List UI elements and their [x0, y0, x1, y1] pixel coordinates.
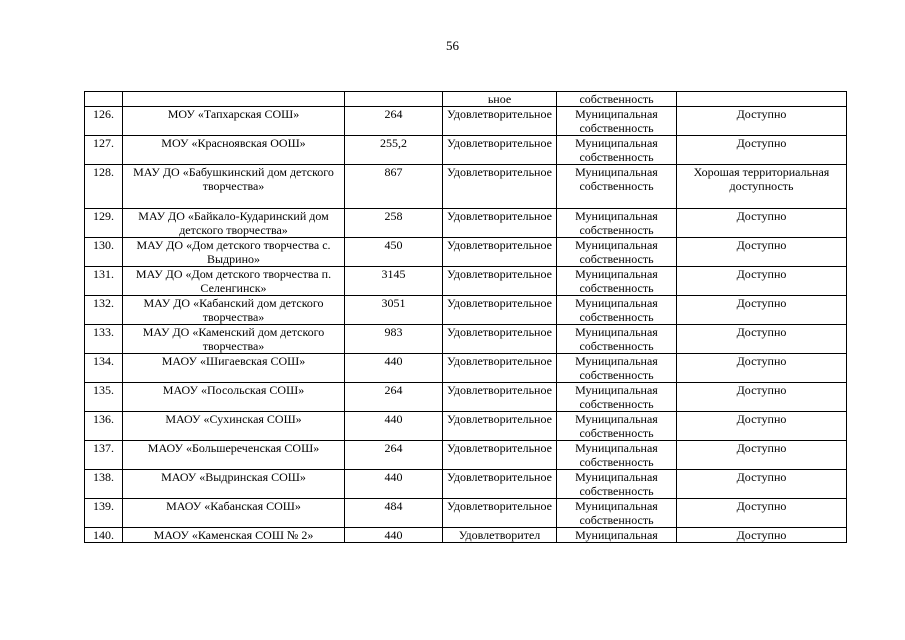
cell-access: Доступно [677, 441, 847, 470]
cell-num: 139. [85, 499, 123, 528]
cell-ownership: Муниципальная [557, 528, 677, 543]
cell-access: Доступно [677, 354, 847, 383]
cell-value: 440 [345, 354, 443, 383]
cell-rating: Удовлетворительное [443, 325, 557, 354]
cell-num: 136. [85, 412, 123, 441]
cell-access: Доступно [677, 383, 847, 412]
cell-name: МАУ ДО «Байкало-Кударинский дом детского творчества» [123, 209, 345, 238]
cell-access: Доступно [677, 412, 847, 441]
cell-ownership: Муниципальная собственность [557, 354, 677, 383]
cell-access: Доступно [677, 209, 847, 238]
cell-ownership: Муниципальная собственность [557, 383, 677, 412]
table-row [85, 441, 847, 470]
cell-rating: Удовлетворительное [443, 107, 557, 136]
table-row [85, 354, 847, 383]
table-row [85, 383, 847, 412]
table-row [85, 165, 847, 209]
cell-name: МАОУ «Большереченская СОШ» [123, 441, 345, 470]
cell-value: 3051 [345, 296, 443, 325]
cell-name: МАУ ДО «Бабушкинский дом детского творчества» [123, 165, 345, 209]
table-row [85, 209, 847, 238]
cell-rating: Удовлетворительное [443, 136, 557, 165]
cell-rating: Удовлетворительное [443, 354, 557, 383]
cell-name: МАУ ДО «Каменский дом детского творчества» [123, 325, 345, 354]
cell-value: 440 [345, 470, 443, 499]
cell-name: МАУ ДО «Кабанский дом детского творчества» [123, 296, 345, 325]
cell-value: 450 [345, 238, 443, 267]
page-number: 56 [446, 38, 459, 53]
cell-value: 264 [345, 441, 443, 470]
cell-num: 126. [85, 107, 123, 136]
cell-num [85, 92, 123, 107]
cell-ownership: Муниципальная собственность [557, 441, 677, 470]
cell-rating: Удовлетворительное [443, 209, 557, 238]
table-row [85, 470, 847, 499]
cell-ownership: Муниципальная собственность [557, 238, 677, 267]
cell-ownership: Муниципальная собственность [557, 209, 677, 238]
cell-rating: Удовлетворительное [443, 412, 557, 441]
cell-value: 440 [345, 412, 443, 441]
cell-ownership: Муниципальная собственность [557, 107, 677, 136]
cell-access: Доступно [677, 136, 847, 165]
cell-ownership: Муниципальная собственность [557, 267, 677, 296]
cell-ownership: собственность [557, 92, 677, 107]
table-row [85, 499, 847, 528]
cell-value: 3145 [345, 267, 443, 296]
cell-rating: Удовлетворительное [443, 441, 557, 470]
cell-access [677, 92, 847, 107]
cell-value: 264 [345, 107, 443, 136]
cell-value: 484 [345, 499, 443, 528]
cell-num: 138. [85, 470, 123, 499]
cell-access: Хорошая территориальная доступность [677, 165, 847, 209]
cell-name: МАОУ «Сухинская СОШ» [123, 412, 345, 441]
cell-value: 867 [345, 165, 443, 209]
cell-name: МОУ «Тапхарская СОШ» [123, 107, 345, 136]
table-row [85, 412, 847, 441]
cell-ownership: Муниципальная собственность [557, 296, 677, 325]
cell-num: 133. [85, 325, 123, 354]
cell-name: МАУ ДО «Дом детского творчества п. Селенгинск» [123, 267, 345, 296]
cell-value: 440 [345, 528, 443, 543]
cell-ownership: Муниципальная собственность [557, 412, 677, 441]
cell-rating: ьное [443, 92, 557, 107]
cell-value: 255,2 [345, 136, 443, 165]
cell-rating: Удовлетворительное [443, 470, 557, 499]
cell-access: Доступно [677, 238, 847, 267]
cell-rating: Удовлетворительное [443, 238, 557, 267]
cell-rating: Удовлетворител [443, 528, 557, 543]
cell-rating: Удовлетворительное [443, 383, 557, 412]
cell-name: МАОУ «Выдринская СОШ» [123, 470, 345, 499]
cell-name [123, 92, 345, 107]
cell-value: 264 [345, 383, 443, 412]
cell-ownership: Муниципальная собственность [557, 470, 677, 499]
cell-access: Доступно [677, 470, 847, 499]
cell-access: Доступно [677, 267, 847, 296]
cell-name: МАОУ «Кабанская СОШ» [123, 499, 345, 528]
cell-access: Доступно [677, 499, 847, 528]
cell-num: 127. [85, 136, 123, 165]
cell-rating: Удовлетворительное [443, 296, 557, 325]
cell-num: 137. [85, 441, 123, 470]
cell-ownership: Муниципальная собственность [557, 165, 677, 209]
cell-rating: Удовлетворительное [443, 165, 557, 209]
cell-num: 132. [85, 296, 123, 325]
cell-name: МАОУ «Посольская СОШ» [123, 383, 345, 412]
table-row [85, 296, 847, 325]
cell-num: 131. [85, 267, 123, 296]
cell-rating: Удовлетворительное [443, 499, 557, 528]
cell-access: Доступно [677, 296, 847, 325]
table-row [85, 238, 847, 267]
cell-access: Доступно [677, 528, 847, 543]
table-row-continuation [85, 92, 847, 107]
cell-value: 983 [345, 325, 443, 354]
cell-name: МОУ «Красноявская ООШ» [123, 136, 345, 165]
cell-num: 140. [85, 528, 123, 543]
cell-ownership: Муниципальная собственность [557, 136, 677, 165]
table-row [85, 528, 847, 543]
cell-num: 128. [85, 165, 123, 209]
table-row [85, 107, 847, 136]
table-row [85, 325, 847, 354]
cell-ownership: Муниципальная собственность [557, 325, 677, 354]
table-row [85, 267, 847, 296]
cell-name: МАОУ «Каменская СОШ № 2» [123, 528, 345, 543]
cell-value [345, 92, 443, 107]
cell-access: Доступно [677, 325, 847, 354]
cell-name: МАУ ДО «Дом детского творчества с. Выдрино» [123, 238, 345, 267]
facilities-table [84, 91, 847, 543]
cell-name: МАОУ «Шигаевская СОШ» [123, 354, 345, 383]
cell-num: 134. [85, 354, 123, 383]
cell-num: 135. [85, 383, 123, 412]
cell-rating: Удовлетворительное [443, 267, 557, 296]
table-row [85, 136, 847, 165]
cell-num: 129. [85, 209, 123, 238]
cell-num: 130. [85, 238, 123, 267]
cell-value: 258 [345, 209, 443, 238]
cell-ownership: Муниципальная собственность [557, 499, 677, 528]
cell-access: Доступно [677, 107, 847, 136]
